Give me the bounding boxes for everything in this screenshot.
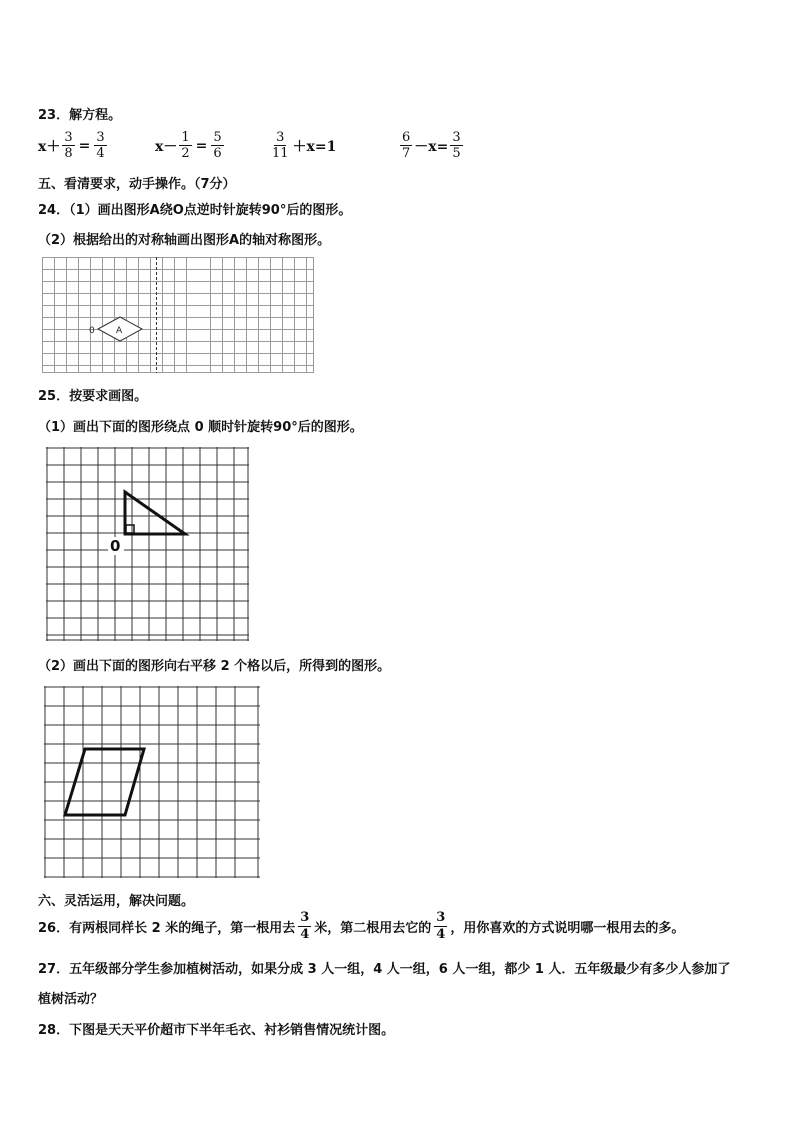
q23-title: 23．解方程。: [38, 108, 122, 123]
fraction: $\frac{5}{6}$: [213, 130, 222, 161]
q24-grid-svg: [42, 257, 314, 373]
fraction: $\frac{3}{4}$: [300, 910, 310, 942]
q25-title: 25．按要求画图。: [38, 389, 148, 404]
q28-line1: 28．下图是天天平价超市下半年毛衣、衬衫销售情况统计图。: [38, 1023, 395, 1038]
fraction: $\frac{6}{7}$: [402, 130, 411, 161]
point-o-label: 0: [110, 537, 121, 555]
point-o-label: 0: [89, 326, 95, 336]
equation-4: $\frac{6}{7}$ －x= $\frac{3}{5}$: [402, 130, 461, 161]
grid-lines: [42, 257, 314, 373]
right-angle-mark: [126, 525, 134, 533]
q25-grid1-svg: [46, 447, 249, 641]
fraction: $\frac{3}{8}$: [64, 130, 73, 161]
equation-1: x＋ $\frac{3}{8}$ = $\frac{3}{4}$: [38, 130, 105, 161]
fraction: $\frac{1}{2}$: [181, 130, 190, 161]
equation-3: $\frac{3}{11}$ ＋x=1: [272, 130, 337, 161]
shape-a-label: A: [116, 326, 123, 336]
q25-grid1: [46, 447, 249, 641]
q25-sub1: （1）画出下面的图形绕点 0 顺时针旋转90°后的图形。: [38, 420, 363, 435]
q25-grid2: [44, 686, 260, 878]
fraction: $\frac{3}{4}$: [96, 130, 105, 161]
grid-lines: [46, 447, 249, 641]
q24-line2: （2）根据给出的对称轴画出图形A的轴对称图形。: [38, 233, 331, 248]
q27-line2: 植树活动？: [38, 992, 104, 1007]
q24-grid: [42, 257, 314, 373]
q25-grid2-svg: [44, 686, 260, 878]
q24-line1: 24．（1）画出图形A绕O点逆时针旋转90°后的图形。: [38, 203, 352, 218]
fraction: $\frac{3}{4}$: [436, 910, 446, 942]
equation-2: x－ $\frac{1}{2}$ = $\frac{5}{6}$: [155, 130, 222, 161]
fraction: $\frac{3}{5}$: [452, 130, 461, 161]
q27-line1: 27．五年级部分学生参加植树活动，如果分成 3 人一组，4 人一组，6 人一组，都少 1 人．五年级最少有多少人参加了: [38, 962, 731, 977]
q26: 26．有两根同样长 2 米的绳子，第一根用去 $\frac{3}{4}$ 米，第二根用去它的 $\frac{3}{4}$ ，用你喜欢的方式说明哪一根用去的多。: [38, 910, 685, 942]
fraction: $\frac{3}{11}$: [272, 130, 289, 161]
section-5-heading: 五、看清要求，动手操作。（7分）: [38, 177, 236, 192]
q25-sub2: （2）画出下面的图形向右平移 2 个格以后，所得到的图形。: [38, 659, 391, 674]
section-6-heading: 六、灵活运用，解决问题。: [38, 894, 195, 909]
